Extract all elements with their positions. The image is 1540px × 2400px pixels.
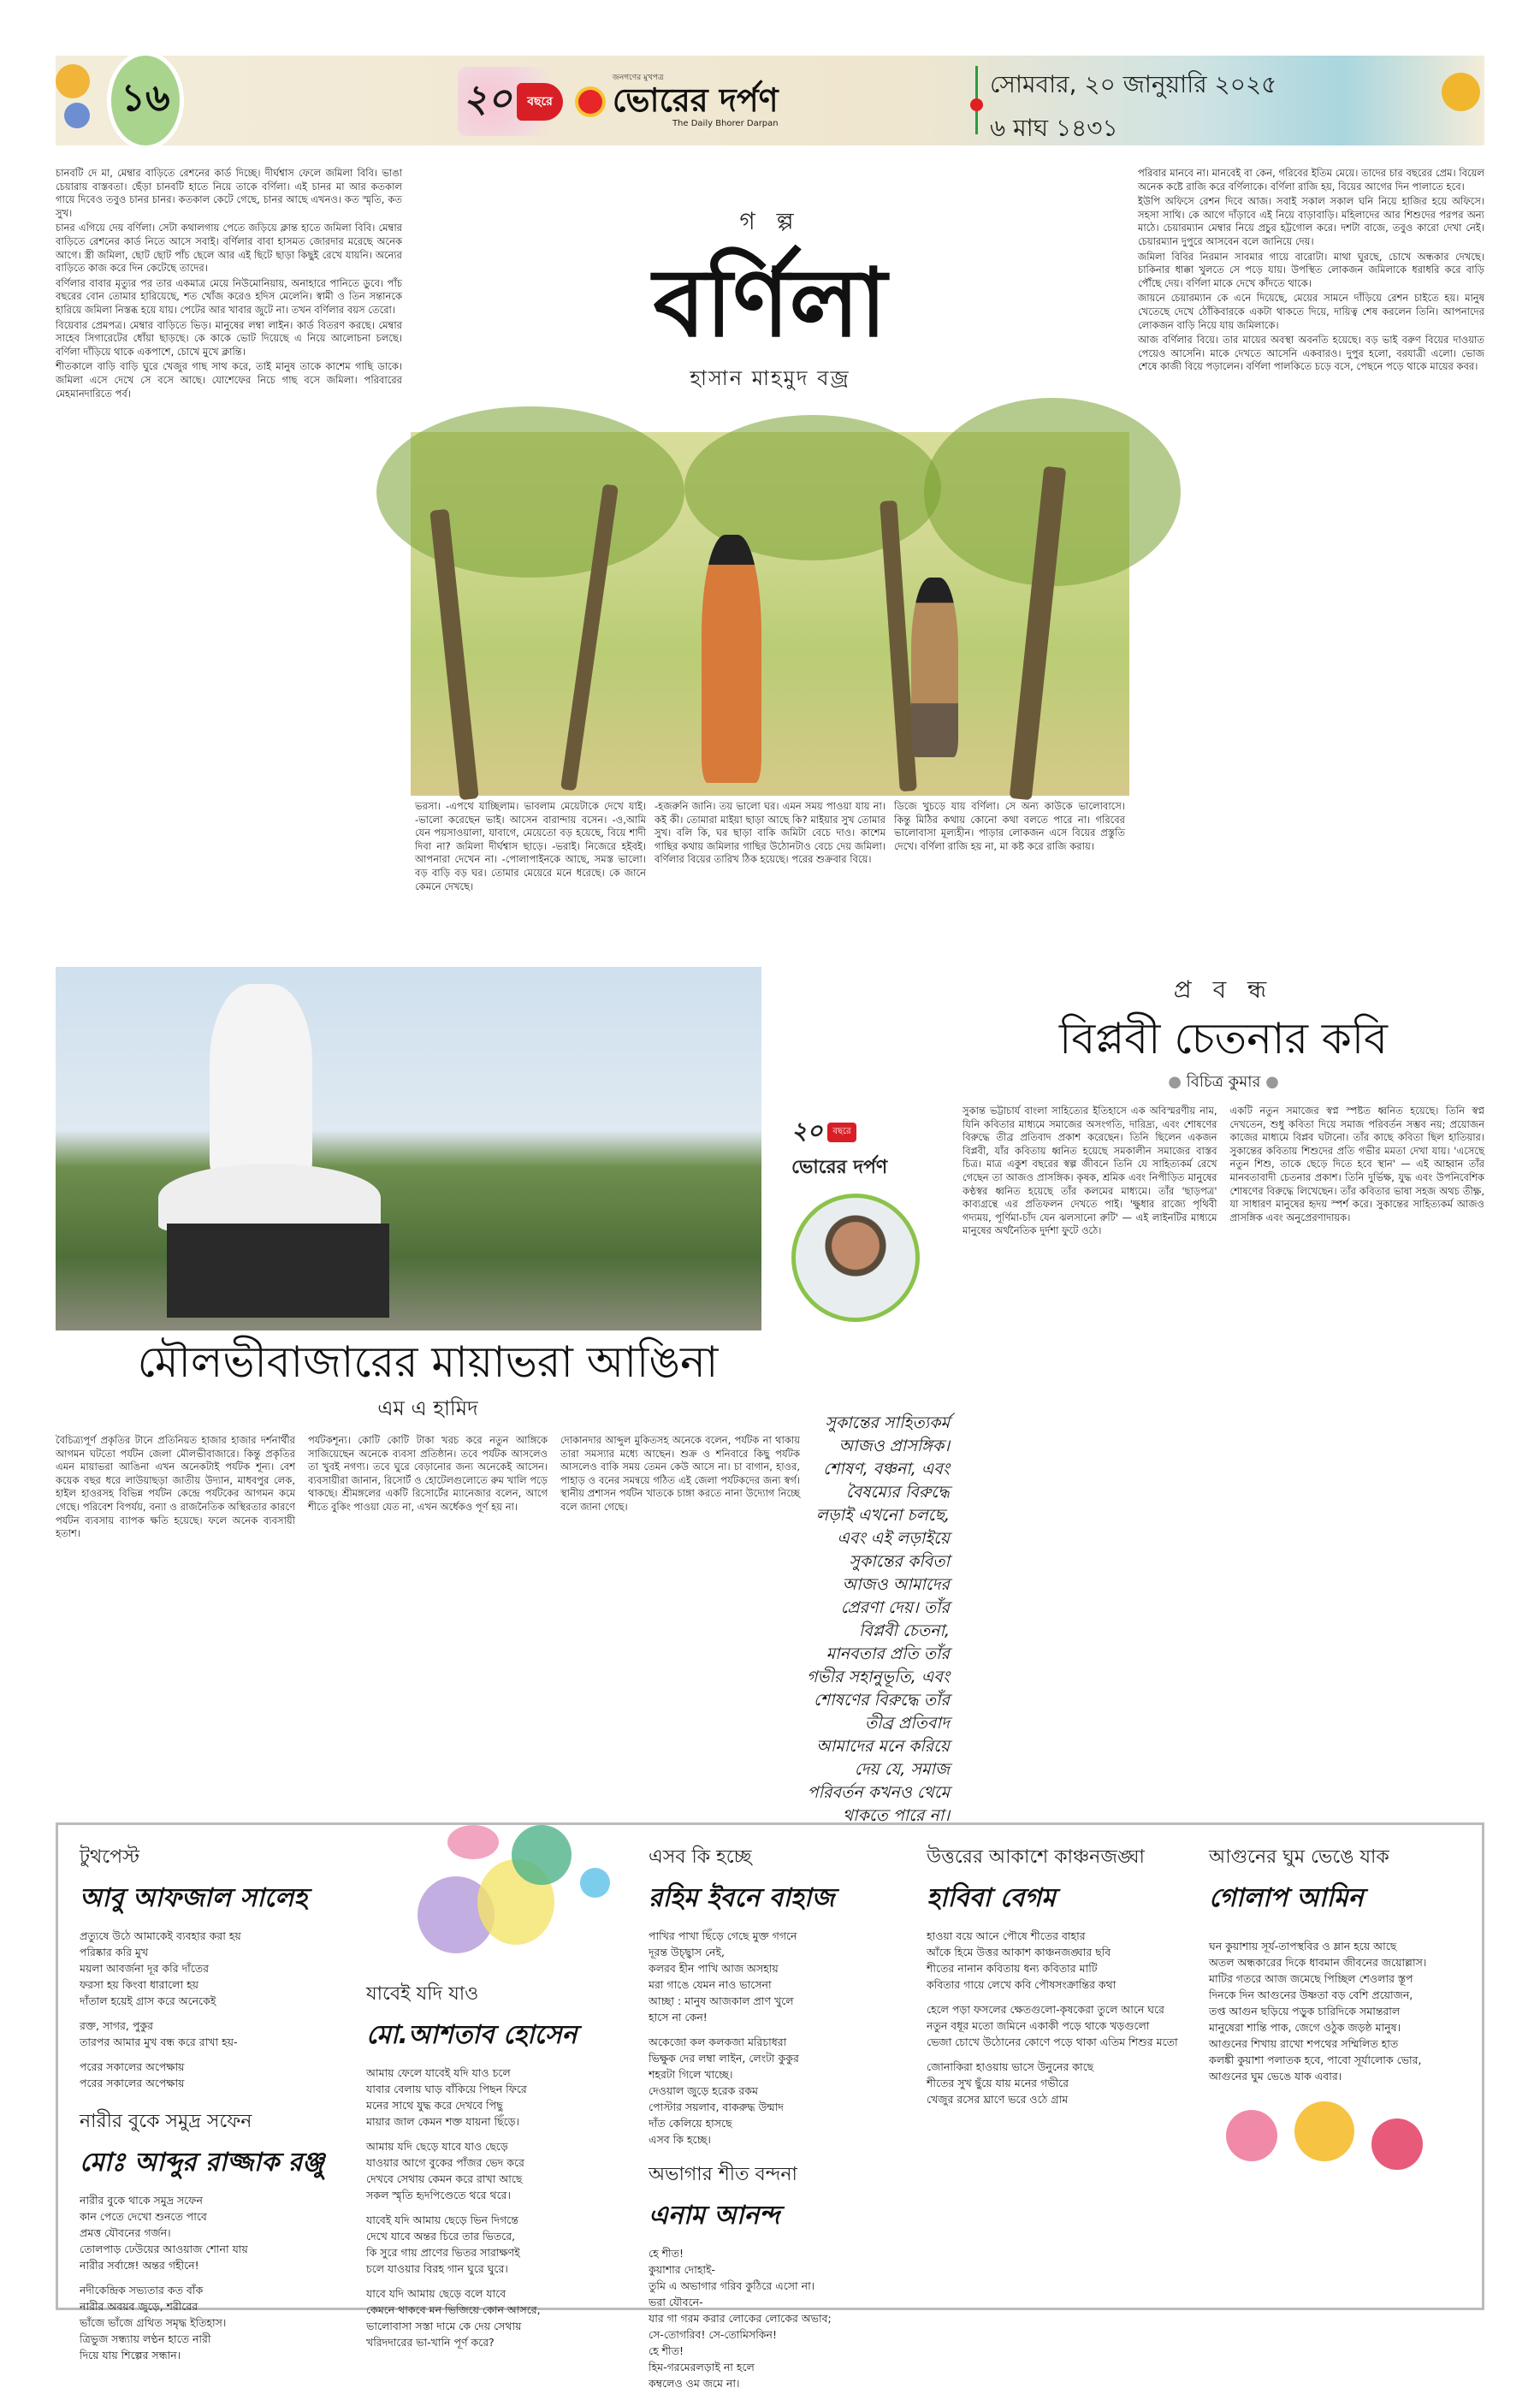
essay-column: একটি নতুন সমাজের স্বপ্ন স্পষ্টত ধ্বনিত হয়েছে। তিনি স্বপ্ন দেখতেন, শুধু কবিতা দিয়ে সমাজ পরিবর্তন সম্ভব নয়; প্রয়োজন কাজের মাধ্যমে বিপ্লব ঘটানো। তাঁর কাছে কবিতা ছিল হাতিয়ার। সুকান্তের কবিতায় শিশুদের প্রতি গভীর মমতা দেখা যায়। 'এসেছে নতুন শিশু, তাকে ছেড়ে দিতে হবে স্থান' — এই আহ্বান তাঁর মানবতাবাদী চেতনার প্রকাশ। তিনি দুর্ভিক্ষ, যুদ্ধ এবং উপনিবেশিক শোষণের বিরুদ্ধে লিখেছেন। তাঁর কবিতার ভাষা সহজ অথচ তীক্ষ্ণ, যা সাধারণ মানুষের হৃদয় স্পর্শ করে। সুকান্তের সাহিত্যকর্ম আজও প্রাসঙ্গিক এবং অনুপ্রেরণাদায়ক। xyxy=(1229,1105,1484,1224)
poem-line: শীতের সুখ ছুঁয়ে যায় মনের গভীরে xyxy=(927,2077,1069,2089)
woman-figure xyxy=(702,535,761,783)
poem-line: চলে যাওয়ার বিরহ গান ঘুরে ঘুরে। xyxy=(366,2262,508,2275)
poem-line: মনের সাথে যুদ্ধ করে দেখবে পিছু xyxy=(366,2099,503,2112)
poem-line: অকেজো কল কলকজা মরিচাধরা xyxy=(649,2036,787,2048)
flower-illustration xyxy=(1209,2093,1470,2187)
story-bottom-column: -হজরুনি জানি। তয় ভালো ঘর। এমন সময় পাওয়া যায় না। কই কী। তোমারা মাইয়া ছাড়া আছে কি? মাইয়ার সুখ তোমার সুখ। বলি কি, ঘর ছাড়া বাকি জমিটা বেচে দাও। কাশেম গাছির কথায় জমিলার গাছির উঠোনটাও বেচে দেয় জমিলা। বর্ণিলার বিয়ের তারিখ ঠিক হয়েছে। পরের শুক্রবার বিয়ে। xyxy=(654,800,886,866)
poem-line: মাটির গতরে আজ জমেছে পিচ্ছিল শেওলার স্তূপ xyxy=(1209,1972,1413,1985)
paragraph: ইউপি অফিসে রেশন দিবে আজ। সবাই সকাল সকাল ঘনি নিয়ে হাজির হয়ে অফিসে। সহসা সাথি। কে আগে দাঁড়াবে এই নিয়ে বাড়াবাড়ি। মহিলাদের আর শিশুদের পরপর অন্য মাঠে। চেয়ারম্যান মেম্বার নিয়ে প্রচুর হট্টগোল করে। দশটা বাজে, তবুও কারো দেখা নেই। চেয়ারম্যান দুপুরে আসবেন বলে জানিয়ে দেয়। xyxy=(1138,195,1484,247)
story-author: হাসান মাহমুদ বজ্র xyxy=(690,365,850,390)
logo-years-label: বছরে xyxy=(517,83,563,121)
author-photo xyxy=(791,1194,920,1322)
story-bottom-column: ডিজে খুচড়ে যায় বর্ণিলা। সে অন্য কাউকে ভালোবাসে। কিন্তু মিঠির কথায় কোনো কথা বলতে পারে না। গরিবের ভালোবাসা মূল্যহীন। পাড়ার লোকজন এসে বিয়ের প্রস্তুতি দেখে। বর্ণিলা রাজি হয় না, মা কষ্ট করে রাজি করায়। xyxy=(894,800,1125,852)
poem-line: ভেজা চোখে উঠোনের কোণে পড়ে থাকা এতিম শিশুর মতো xyxy=(927,2036,1178,2048)
pull-quote: সুকান্তের সাহিত্যকর্ম আজও প্রাসঙ্গিক। শোষণ, বঞ্চনা, এবং বৈষম্যের বিরুদ্ধে লড়াই এখনো চলছে, এবং এই লড়াইয়ে সুকান্তের কবিতা আজও আমাদের প্রেরণা দেয়। তাঁর বিপ্লবী চেতনা, মানবতার প্রতি তাঁর গভীর সহানুভূতি, এবং শোষণের বিরুদ্ধে তাঁর তীব্র প্রতিবাদ আমাদের মনে করিয়ে দেয় যে, সমাজ পরিবর্তন কখনও থেমে থাকতে পারে না। xyxy=(806,1413,950,1825)
date-bangla: ৬ মাঘ ১৪৩১ xyxy=(990,114,1118,142)
poem-line: হে শীত! xyxy=(649,2344,684,2357)
story-left-column xyxy=(56,167,402,954)
poem-line: হাওয়া বয়ে আনে পৌষে শীতের বাহার xyxy=(927,1929,1086,1942)
date-box xyxy=(975,66,1277,142)
poem-line: যাবেই যদি আমায় ছেড়ে ভিন দিগন্তে xyxy=(366,2213,518,2226)
poem-line: কেমনে থাকবে মন ভিজিয়ে কোন আসরে, xyxy=(366,2303,541,2316)
paragraph: বর্ণিলার বাবার মৃত্যুর পর তার একমাত্র মেয়ে নিউমোনিয়ায়, অনাহারে পানিতে ডুবে। পাঁচ বছরের বোন তোমার হারিয়েছে, শত খোঁজ করেও হদিস মেলেনি। স্বামী ও তিন সন্তানকে হারিয়ে জমিলা নিস্তব্ধ হয়ে যায়। পেটের আর খাবার জুটে না। তখন বর্ণিলার বয়স তেরো। xyxy=(56,276,402,316)
poem-line: দেখে যাবে অন্তর চিরে তার ভিতরে, xyxy=(366,2230,516,2243)
paragraph: শীতকালে বাড়ি বাড়ি ঘুরে খেজুর গাছ সাথ করে, তাই মানুষ তাকে কাশেম গাছি ডাকে। জমিলা এসে দেখে সে বসে আছে। যোশেফের নিচে গাছ বসে জমিলা। পরিবারের মেহমানদারিতে পর্ব। xyxy=(56,360,402,400)
poem-line: দূরন্ত উচ্ছ্বাস নেই, xyxy=(649,1946,725,1959)
essay-columns xyxy=(962,1105,1484,1801)
poem-author: গোলাপ আমিন xyxy=(1209,1883,1364,1913)
paragraph: জমিলা বিবির নিরমান সাবমার গায়ে বারোটা। মাথা ঘুরছে, চোখে অন্ধকার দেখছে। চাকিনার ধাক্কা খুলতে সে পড়ে যায়। উপস্থিত লোকজন জমিলাকে ধরাধরি করে বাড়ি পৌঁছে দেয়। বর্ণিলা মাকে দেখে কাঁদতে থাকে। xyxy=(1138,250,1484,289)
poem-line: সকল স্মৃতি হৃদপিণ্ডেতে থরে থরে। xyxy=(366,2189,511,2201)
poem-line: আচ্ছা : মানুষ আজকাল প্রাণ খুলে xyxy=(649,1994,794,2007)
poem-author: এনাম আনন্দ xyxy=(649,2201,780,2231)
paragraph: জায়নে চেয়ারম্যান কে এনে দিয়েছে, মেয়ের সামনে দাঁড়িয়ে রেশন চাইতে হয়। মানুষ খেতেছে দেখে ঠোঁকিবারকে একটা থাকতে দিয়ে, দায়িত্ব শেষ করলেন তিনি। আপনাদের লোকজন বাড়ি নিয়ে যায় জমিলাকে। xyxy=(1138,292,1484,331)
poem-line: ফরসা হয় কিংবা ধারালো হয় xyxy=(80,1978,199,1991)
poetry-section xyxy=(56,1822,1484,2390)
story-illustration xyxy=(411,432,1129,796)
flower-decoration-icon xyxy=(1442,73,1480,111)
poem-line: কবিতার গায়ে লেখে কবি পৌষসংক্রান্তির কথা xyxy=(927,1978,1116,1991)
paragraph: চানর এগিয়ে দেয় বর্ণিলা। সেটা কথালগায় পেতে জড়িয়ে ক্লান্ত হাতে জমিলা বিবি। মেম্বার বাড়িতে রেশনের কার্ড নিতে আসে সবাই। বর্ণিলার বাবা হাসমত জোরদার মরেছে অনেক আগে। স্ত্রী জমিলা, ছোট ছোট পাঁচ ছেলে আর এই ছিটে ছাড়া কিছুই রেখে যায়নি। অন্যের বাড়িতে কাজ করে দিন কেটেছে তাদের। xyxy=(56,222,402,275)
monument-base xyxy=(167,1224,389,1318)
essay-author: ● বিচিত্র কুমার ● xyxy=(1168,1073,1279,1091)
poem-author: মোঃ আব্দুর রাজ্জাক রঞ্জু xyxy=(80,2148,324,2178)
essay-column: সুকান্ত ভট্টাচার্য বাংলা সাহিত্যের ইতিহাসে এক অবিস্মরণীয় নাম, যিনি কবিতার মাধ্যমে সমাজের অসংগতি, দারিদ্র্য, এবং শোষণের বিরুদ্ধে তীব্র প্রতিবাদ প্রকাশ করেছেন। তিনি ছিলেন একজন বিপ্লবী, যাঁর কবিতায় ধ্বনিত হয়েছে সমকালীন সমাজের বাস্তব চিত্র। মাত্র একুশ বছরের স্বল্প জীবনে তিনি যে সাহিত্যকর্ম রেখে গেছেন তা আজও প্রাসঙ্গিক। কৃষক, শ্রমিক এবং নিপীড়িত মানুষের কণ্ঠস্বর ধ্বনিত হয়েছে তাঁর কলমের মাধ্যমে। তাঁর 'ছাড়পত্র' কাব্যগ্রন্থে এর প্রতিফলন দেখতে পাই। 'ক্ষুধার রাজ্যে পৃথিবী গদ্যময়, পূর্ণিমা-চাঁদ যেন ঝলসানো রুটি' — এই লাইনটির মাধ্যমে মানুষের অর্থনৈতিক দুর্দশা ফুটে ওঠে। xyxy=(962,1105,1217,1237)
poem-line: দিয়ে যায় শিল্পের সন্ধান। xyxy=(80,2349,181,2361)
poem-line: প্রমত্ত যৌবনের গর্জন। xyxy=(80,2226,171,2239)
story-heading xyxy=(411,171,1129,428)
paragraph: পরিবার মানবে না। মানবেই বা কেন, গরিবের ইতিম মেয়ে। তাদের চার বছরের প্রেম। বিয়েল অনেক কষ্টে রাজি করে বর্ণিলাকে। বর্ণিলা রাজি হয়, বিয়ের আগের দিন পালাতে হবে। xyxy=(1138,167,1484,193)
monument-photo xyxy=(56,967,761,1330)
poem-line: আগুনের শিখায় রাখো শপথের সম্মিলিত হাত xyxy=(1209,2037,1399,2050)
poem-line: মরা গাঙে যেমন নাও ভাসেনা xyxy=(649,1978,772,1991)
poem-line: খেজুর রসের ঘ্রাণে ভরে ওঠে গ্রাম xyxy=(927,2093,1069,2106)
poem-line: জোনাকিরা হাওয়ায় ভাসে উনুনের কাছে xyxy=(927,2060,1094,2073)
poem-author: রহিম ইবনে বাহাজ xyxy=(649,1883,835,1913)
logo-anniversary-badge xyxy=(458,67,568,136)
essay-article xyxy=(962,971,1484,1801)
sun-icon xyxy=(578,90,602,114)
poem-line: ময়লা আবর্জনা দূর করি দাঁতের xyxy=(80,1962,210,1975)
logo-anniversary-number: ২০ xyxy=(463,77,512,121)
story-title: বর্ণিলা xyxy=(653,247,887,358)
poem-line: শহরটা গিলে খাচ্ছে। xyxy=(649,2068,733,2081)
poem-line: দেওয়াল জুড়ে হরেক রকম xyxy=(649,2084,758,2097)
poem-line: যাবার বেলায় ঘাড় বাঁকিয়ে পিছন ফিরে xyxy=(366,2083,527,2095)
poem-line: পোস্টার সয়লাব, বাকরুদ্ধ উন্মাদ xyxy=(649,2101,784,2113)
story-bottom-column: ভরসা। -এপথে যাচ্ছিলাম। ভাবলাম মেয়েটাকে দেখে যাই। -ভালো করেছেন ভাই। আসেন বারান্দায় বসেন। -ও,আমি যেন পয়সাওয়ালা, যাবাগে, মেয়েতো বড় হয়েছে, বিয়ে শাদী দিবা না? জমিলা দীর্ঘশ্বাস ছাড়ে। -ভরাই। নিজেরে হইবই। আপনারা দেখেন না। -পোলাপাইনকে আছে, সমস্ত ভালো। বড় বাড়ি বড় ঘর। তোমার মেয়েরে মনে ধরেছে। কে জানে কেমনে দেখছে। xyxy=(415,800,646,892)
flower-decoration-icon xyxy=(56,64,90,98)
feature-columns xyxy=(56,1434,800,1801)
logo-years-label: বছরে xyxy=(827,1123,856,1142)
poem-line: পাখির পাখা ছিঁড়ে গেছে মুক্ত গগনে xyxy=(649,1929,797,1942)
date-gregorian: সোমবার, ২০ জানুয়ারি ২০২৫ xyxy=(990,70,1277,98)
poem-title: অভাগার শীত বন্দনা xyxy=(649,2164,797,2185)
poem xyxy=(80,1842,336,2372)
statue xyxy=(210,984,312,1181)
red-dot-icon xyxy=(970,98,983,111)
poem xyxy=(1209,1842,1470,2187)
poem-line: তারপর আমার মুখ বন্ধ করে রাখা হয়- xyxy=(80,2036,238,2048)
poem xyxy=(366,1979,623,2359)
poem-line: রক্ত, সাগর, পুকুর xyxy=(80,2019,153,2032)
feature-article xyxy=(56,1335,800,1801)
flower-decoration-icon xyxy=(64,103,90,128)
feature-title: মৌলভীবাজারের মায়াভরা আঙিনা xyxy=(137,1337,719,1387)
poem-line: নারীর সর্বাঙ্গে! অন্তর গহীনে! xyxy=(80,2259,199,2272)
poem-author: আবু আফজাল সালেহ xyxy=(80,1883,308,1913)
masthead xyxy=(56,56,1484,145)
poem-line: পরিষ্কার করি মুখ xyxy=(80,1946,149,1959)
poem-line: কুয়াশার দোহাই- xyxy=(649,2263,716,2276)
flower-illustration xyxy=(366,1825,623,1970)
poem-line: মায়ার জাল কেমন শক্ত যায়না ছিঁড়ে। xyxy=(366,2115,520,2128)
poem xyxy=(927,1842,1192,2116)
poem-title: যাবেই যদি যাও xyxy=(366,1983,479,2005)
poem-line: আঁকে হিমে উত্তর আকাশ কাঞ্চনজঙ্ঘার ছবি xyxy=(927,1946,1111,1959)
poem-line: কলঙ্কী কুয়াশা পলাতক হবে, পাবো সূর্যালোক ভোর, xyxy=(1209,2053,1422,2066)
logo-name: ভোরের দর্পণ xyxy=(612,81,779,120)
poem-line: এসব কি হচ্ছে। xyxy=(649,2133,711,2146)
poem-line: ত্রিভুজ সন্ধ্যায় লণ্ঠন হাতে নারী xyxy=(80,2332,211,2345)
poem-author: মো.আশতাব হোসেন xyxy=(366,2020,578,2050)
man-figure xyxy=(911,578,958,757)
poem-line: যাওয়ার আগে বুকের পাঁজর ভেদ করে xyxy=(366,2156,524,2169)
poem-line: ভিক্ষুক দের লম্বা লাইন, লেংটা কুকুর xyxy=(649,2052,799,2065)
poem-author: হাবিবা বেগম xyxy=(927,1883,1056,1913)
poem-line: তোলপাড় ঢেউয়ের আওয়াজ শোনা যায় xyxy=(80,2243,248,2255)
paragraph: বিয়েবার প্রেমপত্র। মেম্বার বাড়িতে ভিড়। মানুষের লম্বা লাইন। কার্ড বিতরণ করছে। মেম্বার সাহেব সিগারেটের ধোঁয়া ছাড়ছে। কে কাকে ভোট দিয়েছে এ নিয়ে আলোচনা চলছে। বর্ণিলা দাঁড়িয়ে থাকে একপাশে, চোখে মুখে ক্লান্তি। xyxy=(56,318,402,358)
poem-title: উত্তরের আকাশে কাঞ্চনজঙ্ঘা xyxy=(927,1846,1145,1868)
poem-line: যার গা গরম করার লোকের লোকের অভাব; xyxy=(649,2312,832,2325)
poem-title: আগুনের ঘুম ভেঙে যাক xyxy=(1209,1846,1389,1868)
story-right-column xyxy=(1138,167,1484,954)
poem-line: হে শীত! xyxy=(649,2247,684,2260)
poem xyxy=(649,2160,905,2391)
poem-line: কি সুরে গায় প্রাণের ভিতর সারাক্ষণই xyxy=(366,2246,520,2259)
paragraph: চানবটি দে মা, মেম্বার বাড়িতে রেশনের কার্ড দিচ্ছে। দীর্ঘশ্বাস ফেলে জমিলা বিবি। ভাঙা চেয়ারায় বাস্তবতা। ছেঁড়া চানবটি হাতে নিয়ে তাকে বর্ণিলা। এই চানর মা আর কতকাল গায়ে দিবেও তবুও চানর চানর। কতকাল কেটে গেছে, চানর আছে এখনও। কত স্মৃতি, কত সুখ। xyxy=(56,167,402,219)
paragraph: আজ বর্ণিলার বিয়ে। তার মায়ের অবস্থা অবনতি হয়েছে। বড় ভাই বরুণ বিয়ের দাওয়াত পেয়েও আসেনি। মাকে দেখতে আসেনি একবারও। দুপুর হলো, বরযাত্রী এলো। ভোজ শেষে কাজী বিয়ে পড়ালেন। বর্ণিলা পালকিতে চড়ে বসে, পেছনে পড়ে থাকে মায়ের কবর। xyxy=(1138,334,1484,373)
page-number: ১৬ xyxy=(107,51,184,150)
poem-line: দেখবে সেথায় কেমন করে রাখা আছে xyxy=(366,2172,523,2185)
newspaper-logo-small xyxy=(791,1112,950,1185)
poem-line: আমায় ফেলে যাবেই যদি যাও চলে xyxy=(366,2066,511,2079)
story-kicker: গ ল্প xyxy=(739,206,801,235)
poem-line: সে-তোগরিব! সে-তোমিসকিন! xyxy=(649,2328,777,2341)
poem-title: এসব কি হচ্ছে xyxy=(649,1846,752,1868)
poem-line: পরের সকালের অপেক্ষায় xyxy=(80,2060,185,2073)
poem-line: আমায় যদি ছেড়ে যাবে যাও ছেড়ে xyxy=(366,2140,508,2153)
poem-line: খরিদদারের ভা-খানি পূর্ণ করে? xyxy=(366,2336,495,2349)
logo-tagline: জনগণের মুখপত্র xyxy=(612,74,664,83)
poem-line: তপ্ত আগুন ছড়িয়ে পড়ুক চারিদিকে সমান্তরাল xyxy=(1209,2005,1401,2018)
logo-anniversary-number: ২০ xyxy=(791,1117,823,1145)
poem-line: কান পেতে দেখো শুনতে পাবে xyxy=(80,2210,207,2223)
essay-kicker: প্র ব ন্ধ xyxy=(1173,975,1274,1004)
poem-line: যাবে যদি আমায় ছেড়ে বলে যাবে xyxy=(366,2287,506,2300)
feature-column: বৈচিত্র্যপূর্ণ প্রকৃতির টানে প্রতিনিয়ত হাজার হাজার দর্শনার্থীর আগমন ঘটতো পর্যটন জেলা মৌলভীবাজারে। কিন্তু প্রকৃতির এমন মায়াভরা আঙিনা এখন অনেকটাই পর্যটক শূন্য। বেশ কয়েক বছর ধরে লাউয়াছড়া জাতীয় উদ্যান, মাধবপুর লেক, হাইল হাওরসহ বিভিন্ন পর্যটন কেন্দ্রে পর্যটকের আগমন কমে গেছে। পরিবেশ বিপর্যয়, বন্যা ও রাজনৈতিক অস্থিরতার কারণে পর্যটন ব্যবসায় ব্যাপক ক্ষতি হয়েছে। ফলে অনেক ব্যবসায়ী হতাশ। xyxy=(56,1434,295,1540)
poem-line: হিম-গরমেরলড়াই না হলে xyxy=(649,2361,755,2373)
essay-title: বিপ্লবী চেতনার কবি xyxy=(1059,1014,1388,1064)
feature-author: এম এ হামিদ xyxy=(377,1396,478,1420)
poem-line: অতল অন্ধকারের দিকে ধাবমান জীবনের জয়োল্লাস। xyxy=(1209,1956,1427,1969)
feature-column: পর্যটকশূন্য। কোটি কোটি টাকা খরচ করে নতুন আঙ্গিকে সাজিয়েছেন অনেকে ব্যবসা প্রতিষ্ঠান। তবে পর্যটক আসলেও তা খুবই নগণ্য। তবে ঘুরে বেড়ানোর জন্য অনেকেই আসেন। ব্যবসায়ীরা জানান, রিসোর্ট ও হোটেলগুলোতে রুম খালি পড়ে থাকছে। শ্রীমঙ্গলের একটি রিসোর্টের ম্যানেজার বলেন, আগে শীতে বুকিং পাওয়া যেত না, এখন অর্ধেকও পূর্ণ হয় না। xyxy=(308,1434,548,1513)
poem-line: পরের সকালের অপেক্ষায় xyxy=(80,2077,185,2089)
poem-line: হেলে পড়া ফসলের ক্ষেতগুলো-কৃষকেরা তুলে আনে ঘরে xyxy=(927,2003,1164,2016)
poem-title: টুথপেস্ট xyxy=(80,1846,139,1868)
poem xyxy=(649,1842,905,2400)
poem-line: কলরব হীন পাখি আজ অসহায় xyxy=(649,1962,779,1975)
poem-line: দাঁত কেলিয়ে হাসছে xyxy=(649,2117,732,2130)
poem-line: মানুষেরা শান্তি পাক, জেগে ওঠুক জড়ষ্ঠ মানুষ। xyxy=(1209,2021,1401,2034)
poem-line: নতুন বধূর মতো জমিনে একাকী পড়ে থাকে খড়গুলো xyxy=(927,2019,1150,2032)
poem-line: হাসে না কেন! xyxy=(649,2011,708,2024)
logo-name: ভোরের দর্পণ xyxy=(791,1157,888,1178)
poem-line: নারীর অবয়ব জুড়ে, শরীরের xyxy=(80,2300,198,2313)
poem-line: নদীকেন্দ্রিক সভ্যতার কত বাঁক xyxy=(80,2284,204,2296)
poem-line: আগুনের ঘুম ভেঙে যাক এবার। xyxy=(1209,2070,1342,2083)
poem-line: ভরা যৌবনে- xyxy=(649,2296,703,2308)
poem-line: ভাঁজে ভাঁজে গ্রথিত সমৃদ্ধ ইতিহাস। xyxy=(80,2316,227,2329)
poem xyxy=(80,2107,336,2363)
newspaper-logo xyxy=(458,61,937,142)
essay-author-name: বিচিত্র কুমার xyxy=(1186,1073,1261,1091)
feature-column: দোকানদার আব্দুল মুকিতসহ অনেকে বলেন, পর্যটক না থাকায় তারা সমস্যার মধ্যে আছেন। শুক্র ও শনিবারে কিছু পর্যটক আসলেও বাকি সময় তেমন কেউ আসে না। চা বাগান, হাওর, পাহাড় ও বনের সমন্বয়ে গঠিত এই জেলা পর্যটকদের জন্য স্বর্গ। স্থানীয় প্রশাসন পর্যটন খাতকে চাঙ্গা করতে নানা উদ্যোগ নিচ্ছে বলে জানা গেছে। xyxy=(560,1434,800,1513)
poem-line: শীতের নানান কবিতায় ধন্য কবিতার মাটি xyxy=(927,1962,1098,1975)
logo-english-name: The Daily Bhorer Darpan xyxy=(672,118,779,128)
poem-line: প্রত্যুষে উঠে আমাকেই ব্যবহার করা হয় xyxy=(80,1929,241,1942)
poem-line: ঘন কুয়াশায় সূর্য-তাপস্থবির ও ম্লান হয়ে আছে xyxy=(1209,1940,1397,1953)
poem-line: নারীর বুকে থাকে সমুদ্র সফেন xyxy=(80,2194,203,2207)
poem-line: ভালোবাসা সস্তা দামে কে দেয় সেথায় xyxy=(366,2320,522,2332)
logo-text xyxy=(613,74,779,128)
poem-line: কম্বলেও ওম জমে না। xyxy=(649,2377,740,2390)
poem-line: তুমি এ অভাগার গরিব কুঠিরে এসো না। xyxy=(649,2279,815,2292)
poem-line: দিনকে দিন আগুনের উষ্ণতা বড় বেশি প্রয়োজন, xyxy=(1209,1988,1413,2001)
poem-line: দাঁতাল হয়েই গ্রাস করে অনেকেই xyxy=(80,1994,216,2007)
poem-title: নারীর বুকে সমুদ্র সফেন xyxy=(80,2111,252,2132)
